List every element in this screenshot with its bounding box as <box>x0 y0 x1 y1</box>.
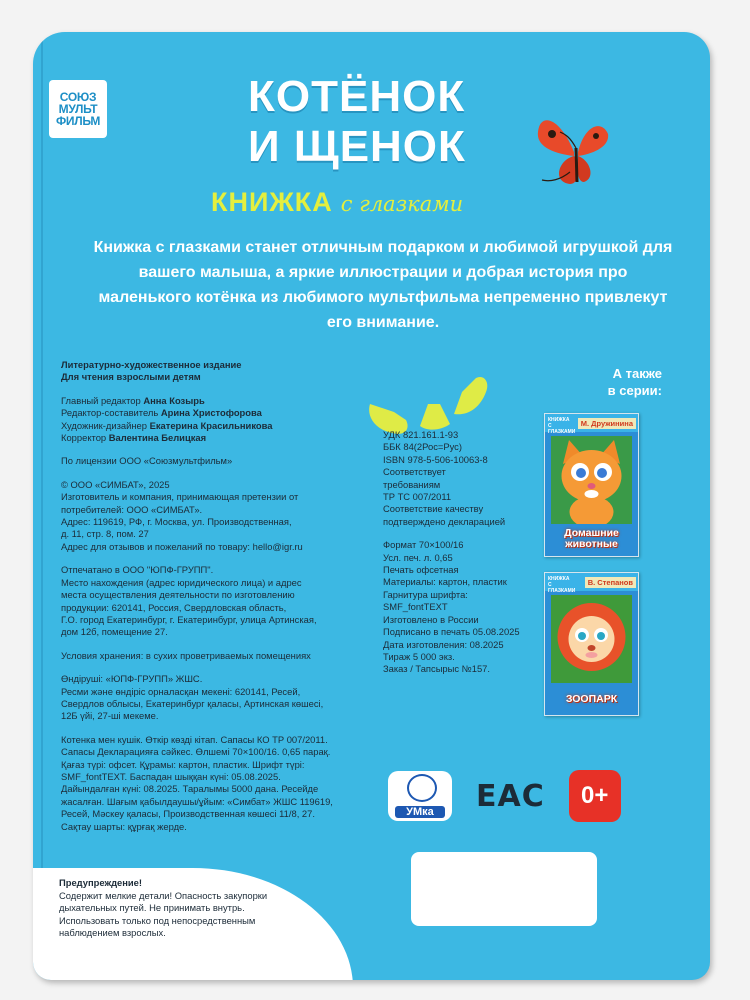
tech-line: подтверждено декларацией <box>383 515 506 527</box>
logo-line: МУЛЬТ <box>58 102 98 116</box>
printer-line: продукции: 620141, Россия, Свердловская область, <box>61 601 287 613</box>
credits <box>61 395 381 445</box>
kazakh-info-line: SMF_fontTEXT. Баспадан шыққан күні: 05.08.2025. <box>61 770 281 782</box>
mini-series-tag: КНИЖКА С ГЛАЗКАМИ <box>548 576 576 594</box>
subtitle-big: КНИЖКА <box>211 187 333 217</box>
series-book-cover <box>544 572 639 716</box>
kazakh-info-line: Сапасы Декларацияға сәйкес. Өлшемі 70×100/16. 0,65 парақ. <box>61 746 331 758</box>
publisher-line: Изготовитель и компания, принимающая претензии от <box>61 491 299 503</box>
subtitle-small: с глазками <box>340 192 464 216</box>
publisher-line: Адрес для отзывов и пожеланий по товару: hello@igr.ru <box>61 540 303 552</box>
warning-line: Использовать только под непосредственным <box>59 914 256 926</box>
title-line-2: И ЩЕНОК <box>248 122 466 171</box>
tech-line: Изготовлено в России <box>383 613 479 625</box>
soyuzmultfilm-logo <box>49 80 107 138</box>
mini-author: В. Степанов <box>585 577 636 588</box>
title-line-1: КОТЁНОК <box>248 72 466 121</box>
bear-icon <box>407 774 437 802</box>
spine-line <box>41 32 43 980</box>
tech-line: Печать офсетная <box>383 564 459 576</box>
mini-title-line: ЗООПАРК <box>565 693 618 705</box>
credit-role: Главный редактор <box>61 394 141 406</box>
publisher-line: Адрес: 119619, РФ, г. Москва, ул. Производственная, <box>61 516 292 528</box>
warning-line: наблюдением взрослых. <box>59 927 166 938</box>
book-title <box>248 72 466 172</box>
credit-name: Валентина Белицкая <box>108 432 207 444</box>
publisher-line: потребителей: ООО «СИМБАТ». <box>61 503 203 515</box>
kazakh-printer-line: 12Б үйі, 27-ші мекеме. <box>61 710 159 722</box>
kazakh-info-line: Ресей, Мәскеу қаласы, Производственная көшесі 11/8, 27. <box>61 808 315 820</box>
kazakh-printer-info <box>61 673 381 723</box>
credit-role: Художник-дизайнер <box>61 419 147 431</box>
license-line: По лицензии ООО «Союзмультфильм» <box>61 455 233 467</box>
edition-line: Для чтения взрослыми детям <box>61 371 201 383</box>
kazakh-printer-line: Өндіруші: «ЮПФ-ГРУПП» ЖШС. <box>61 673 203 685</box>
publisher-line: д. 11, стр. 8, пом. 27 <box>61 528 149 540</box>
eac-mark: EAC <box>476 778 545 814</box>
marks-row <box>388 770 621 822</box>
barcode-sticker-area <box>411 852 597 926</box>
series-label-line: в серии: <box>607 383 662 398</box>
credit-name: Арина Христофорова <box>160 407 262 419</box>
credit-role: Корректор <box>61 432 107 444</box>
kazakh-printer-line: Свердлов облысы, Екатеринбург қаласы, Артинская көшесі, <box>61 697 324 709</box>
printer-info <box>61 564 381 638</box>
credit-role: Редактор-составитель <box>61 407 159 419</box>
age-rating-badge: 0+ <box>569 770 621 822</box>
credit-name: Екатерина Красильникова <box>149 419 273 431</box>
kazakh-info-line: Котенка мен кушік. Өткір көзді кітап. Сапасы КО ТР 007/2011. <box>61 733 328 745</box>
tech-line: Усл. печ. л. 0,65 <box>383 551 453 563</box>
series-label <box>558 365 662 399</box>
kazakh-info-line: Қағаз түрі: офсет. Құрамы: картон, пластик. Шрифт түрі: <box>61 758 305 770</box>
series-subtitle <box>211 187 463 218</box>
tech-line: требованиям <box>383 478 441 490</box>
warning-text <box>59 877 319 940</box>
mini-series-tag: КНИЖКА С ГЛАЗКАМИ <box>548 417 576 435</box>
kazakh-printer-line: Ресми және өндіріс орналасқан мекені: 620141, Ресей, <box>61 685 301 697</box>
kitten-illustration-icon <box>551 436 632 524</box>
tech-line: Заказ / Тапсырыс №157. <box>383 663 490 675</box>
brand-label: УМка <box>395 806 445 818</box>
credit-name: Анна Козырь <box>143 394 205 406</box>
butterfly-icon <box>530 112 625 197</box>
printer-line: Г.О. город Екатеринбург, г. Екатеринбург, улица Артинская, <box>61 613 317 625</box>
logo-line: ФИЛЬМ <box>55 114 101 128</box>
printer-line: места осуществления деятельности по изготовлению <box>61 589 295 601</box>
mini-title <box>545 528 638 550</box>
classification <box>383 429 543 528</box>
intro-text: Книжка с глазками станет отличным подарком и любимой игрушкой для вашего малыша, а яркие иллюстрации и добрая история про маленького котёнка из любимого мультфильма непременно привлекут его внимание. <box>93 239 673 331</box>
edition-line: Литературно-художественное издание <box>61 359 242 370</box>
tech-line: ББК 84(2Рос=Рус) <box>383 441 462 453</box>
mini-title <box>545 694 638 705</box>
series-label-line: А также <box>612 366 662 381</box>
publisher-line: © ООО «СИМБАТ», 2025 <box>61 478 170 490</box>
kazakh-info-line: Дайындалған күні: 08.2025. Таралымы 5000 дана. Ресейде <box>61 783 319 795</box>
publisher-info <box>61 479 381 553</box>
series-book-cover <box>544 413 639 557</box>
storage-line: Условия хранения: в сухих проветриваемых помещениях <box>61 649 311 661</box>
tech-line: Подписано в печать 05.08.2025 <box>383 626 520 638</box>
imprint-block <box>61 359 381 844</box>
tech-line: Тираж 5 000 экз. <box>383 650 455 662</box>
printer-line: Место нахождения (адрес юридического лица) и адрес <box>61 576 302 588</box>
mini-title-line: животные <box>565 538 618 550</box>
tech-line: Материалы: картон, пластик <box>383 576 507 588</box>
tech-line: Формат 70×100/16 <box>383 539 464 551</box>
tech-line: Дата изготовления: 08.2025 <box>383 638 504 650</box>
printer-line: дом 12б, помещение 27. <box>61 626 168 638</box>
print-specs <box>383 539 543 675</box>
umka-logo <box>388 771 452 821</box>
tech-line: ТР ТС 007/2011 <box>383 491 452 503</box>
tech-line: УДК 821.161.1-93 <box>383 429 459 440</box>
mini-author: М. Дружинина <box>578 418 636 429</box>
tech-info-block <box>383 429 543 687</box>
logo-line: СОЮЗ <box>59 90 97 104</box>
kazakh-info-line: Сақтау шарты: құрғақ жерде. <box>61 820 187 832</box>
warning-line: Содержит мелкие детали! Опасность закупорки <box>59 889 268 901</box>
warning-heading: Предупреждение! <box>59 877 143 888</box>
tech-line: ISBN 978-5-506-10063-8 <box>383 453 488 465</box>
tech-line: Соответствует <box>383 466 446 478</box>
warning-panel <box>33 868 353 980</box>
kazakh-info-line: жасалған. Шағым қабылдаушы/ұйым: «Симбат» ЖШС 119619, <box>61 795 333 807</box>
kazakh-info <box>61 734 381 833</box>
warning-line: дыхательных путей. Не принимать внутрь. <box>59 902 245 913</box>
lion-illustration-icon <box>551 595 632 683</box>
mini-title-line: Домашние <box>564 527 619 539</box>
printer-line: Отпечатано в ООО "ЮПФ-ГРУПП". <box>61 564 214 576</box>
tech-line: Соответствие качеству <box>383 503 484 515</box>
tech-line: Гарнитура шрифта: <box>383 588 468 600</box>
tech-line: SMF_fontTEXT <box>383 601 448 613</box>
book-back-cover <box>33 32 710 980</box>
